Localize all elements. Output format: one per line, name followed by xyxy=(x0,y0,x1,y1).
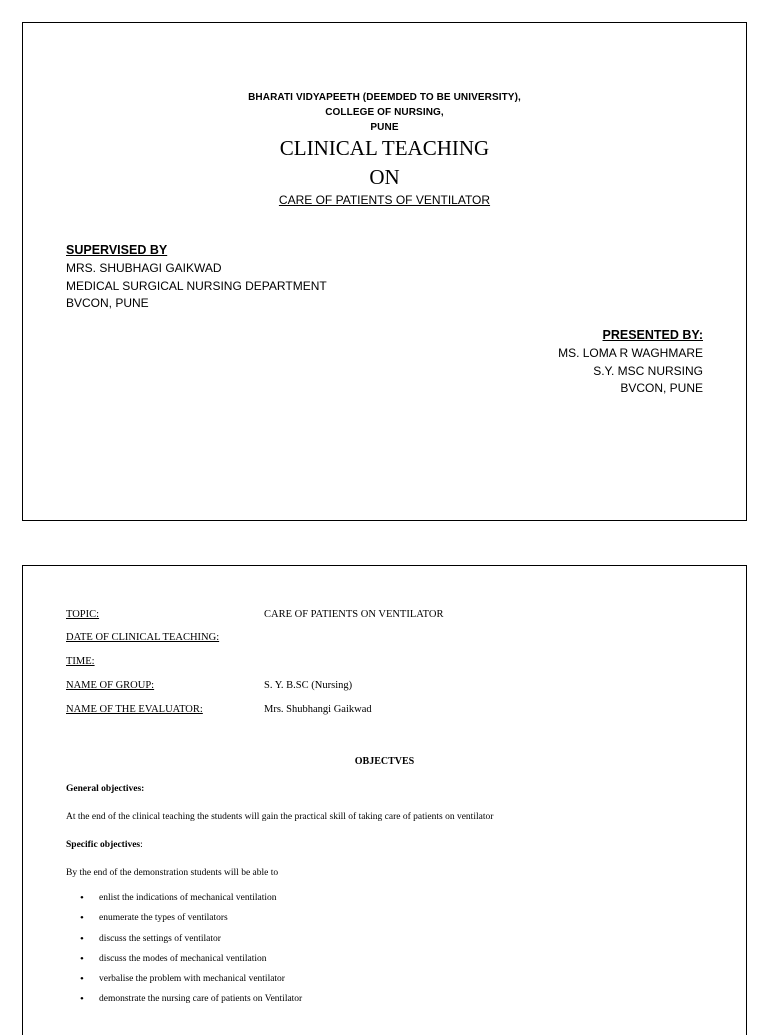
list-item: • enlist the indications of mechanical ventilation xyxy=(66,893,302,913)
supervisor-details xyxy=(66,260,327,313)
specific-objectives-list xyxy=(66,893,302,1015)
document-title xyxy=(23,134,746,192)
institution-heading xyxy=(23,90,746,135)
title-page xyxy=(22,22,747,521)
list-item: • discuss the settings of ventilator xyxy=(66,934,302,954)
presenter-institution: BVCON, PUNE xyxy=(620,381,703,395)
list-item: • verbalise the problem with mechanical ventilator xyxy=(66,974,302,994)
supervisor-name: MRS. SHUBHAGI GAIKWAD xyxy=(66,261,222,275)
specific-objectives-label: Specific objectives xyxy=(66,840,141,850)
institution-line-2: COLLEGE OF NURSING, xyxy=(325,107,444,118)
supervised-by-heading: SUPERVISED BY xyxy=(66,243,168,257)
objectives-heading: OBJECTVES xyxy=(354,756,415,767)
presenter-name: MS. LOMA R WAGHMARE xyxy=(558,346,703,360)
document-subtitle: CARE OF PATIENTS OF VENTILATOR xyxy=(278,193,491,207)
specific-objectives-heading xyxy=(66,840,143,850)
supervisor-institution: BVCON, PUNE xyxy=(66,296,149,310)
supervisor-department: MEDICAL SURGICAL NURSING DEPARTMENT xyxy=(66,278,327,293)
list-item: • enumerate the types of ventilators xyxy=(66,913,302,933)
general-objectives-heading: General objectives: xyxy=(66,784,145,794)
detail-label: DATE OF CLINICAL TEACHING: xyxy=(66,632,220,643)
specific-objectives-colon: : xyxy=(140,840,143,850)
general-objectives-text: At the end of the clinical teaching the students will gain the practical skill of taking care of patients on ventilator xyxy=(66,812,494,822)
detail-value: S. Y. B.SC (Nursing) xyxy=(264,680,353,691)
institution-line-1: BHARATI VIDYAPEETH (DEEMDED TO BE UNIVERSITY), xyxy=(248,92,521,103)
detail-label: TIME: xyxy=(66,656,95,667)
presenter-course: S.Y. MSC NURSING xyxy=(593,363,703,378)
institution-line-3: PUNE xyxy=(370,122,399,133)
detail-label: NAME OF THE EVALUATOR: xyxy=(66,704,203,715)
presenter-details xyxy=(558,326,703,398)
details-page xyxy=(22,565,747,1035)
list-item: • discuss the modes of mechanical ventilation xyxy=(66,954,302,974)
list-item: • demonstrate the nursing care of patients on Ventilator xyxy=(66,994,302,1014)
detail-value: CARE OF PATIENTS ON VENTILATOR xyxy=(264,609,444,620)
specific-objectives-intro: By the end of the demonstration students will be able to xyxy=(66,868,279,878)
detail-value: Mrs. Shubhangi Gaikwad xyxy=(264,704,372,715)
presented-by-heading: PRESENTED BY: xyxy=(602,328,703,342)
title-line-1: CLINICAL TEACHING xyxy=(279,136,490,160)
detail-label: TOPIC: xyxy=(66,609,100,620)
detail-label: NAME OF GROUP: xyxy=(66,680,155,691)
title-line-2: ON xyxy=(369,165,400,189)
